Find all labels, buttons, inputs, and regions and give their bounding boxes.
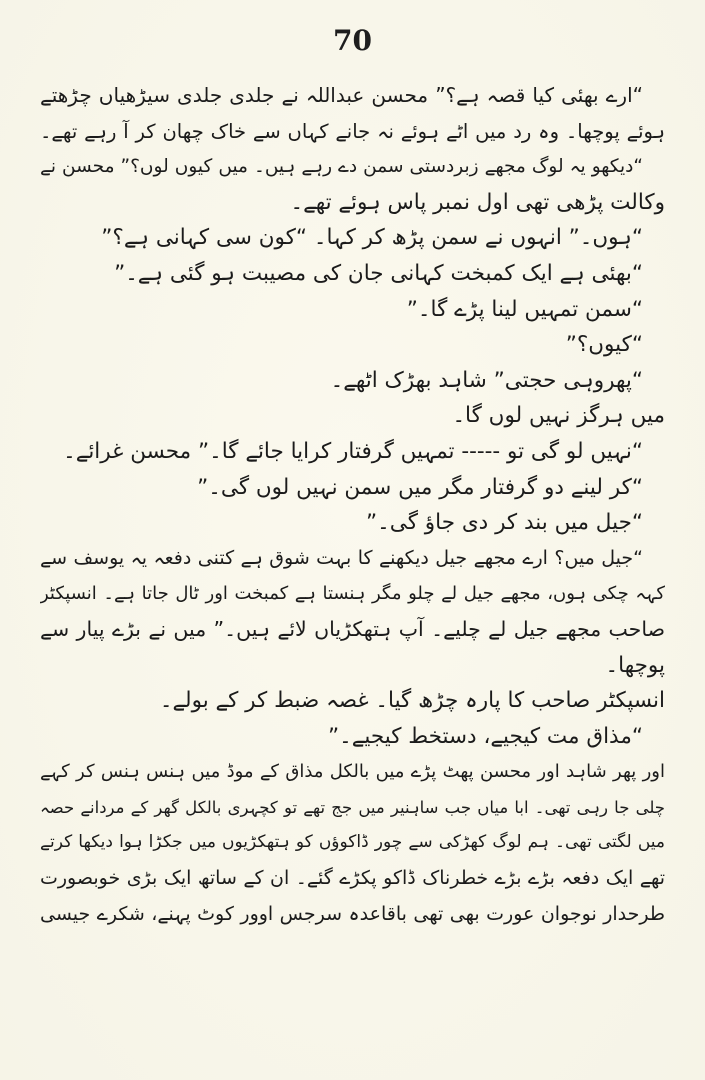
text-line: “جیل میں؟ ارے مجھے جیل دیکھنے کا بہت شوق ہے کتنی دفعہ یہ یوسف سے [40, 546, 643, 569]
text-line: “ارے بھئی کیا قصہ ہے؟” محسن عبداللہ نے جلدی جلدی سیڑھیاں چڑھتے [40, 83, 643, 107]
text-line: وکالت پڑھی تھی اول نمبر پاس ہوئے تھے۔ [290, 189, 665, 215]
text-line: “جیل میں بند کر دی جاؤ گی۔” [366, 510, 643, 536]
text-line: “پھروہی حجتی” شاہد بھڑک اٹھے۔ [330, 367, 643, 393]
page-body [40, 78, 665, 932]
text-line: میں ہرگز نہیں لوں گا۔ [452, 403, 665, 429]
text-line: “سمن تمہیں لینا پڑے گا۔” [406, 296, 643, 322]
text-line: صاحب مجھے جیل لے چلیے۔ آپ ہتھکڑیاں لائے ہیں۔” میں نے بڑے پیار سے [40, 616, 665, 641]
text-line: “ہوں۔” انہوں نے سمن پڑھ کر کہا۔ “کون سی کہانی ہے؟” [101, 225, 643, 251]
text-line: “بھئی ہے ایک کمبخت کہانی جان کی مصیبت ہو گئی ہے۔” [114, 260, 643, 286]
text-line: ہوئے پوچھا۔ وہ رد میں اٹے ہوئے نہ جانے کہاں سے خاک چھان کر آ رہے تھے۔ [40, 119, 665, 143]
text-line: تھے ایک دفعہ بڑے بڑے خطرناک ڈاکو پکڑے گئے۔ ان کے ساتھ ایک بڑی خوبصورت [40, 867, 665, 890]
text-line: طرحدار نوجوان عورت بھی تھی باقاعدہ سرجس اوور کوٹ پہنے، شکرے جیسی [40, 902, 665, 925]
text-line: چلی جا رہی تھی۔ ابا میاں جب ساہنیر میں جج تھے تو کچہری بالکل گھر کے مردانے حصہ [40, 797, 665, 817]
text-line: “کیوں؟” [565, 332, 643, 358]
text-line: “نہیں لو گی تو ----- تمہیں گرفتار کرایا جائے گا۔” محسن غرائے۔ [63, 438, 643, 464]
text-line: “دیکھو یہ لوگ مجھے زبردستی سمن دے رہے ہیں۔ میں کیوں لوں؟” محسن نے [40, 156, 643, 178]
text-line: اور پھر شاہد اور محسن پھٹ پڑے میں بالکل مذاق کے موڈ میں ہنس ہنس کر کہے [40, 761, 665, 783]
text-line: پوچھا۔ [605, 652, 665, 678]
text-line: انسپکٹر صاحب کا پارہ چڑھ گیا۔ غصہ ضبط کر کے بولے۔ [159, 688, 665, 714]
text-line: میں لگتی تھی۔ ہم لوگ کھڑکی سے چور ڈاکوؤں کو ہتھکڑیوں میں جکڑا ہوا دیکھا کرتے [40, 832, 665, 853]
text-line: “کر لینے دو گرفتار مگر میں سمن نہیں لوں گی۔” [197, 474, 643, 500]
text-line: کہہ چکی ہوں، مجھے جیل لے چلو مگر ہنستا ہے کمبخت اور ٹال جاتا ہے۔ انسپکٹر [40, 583, 665, 605]
page-number: 70 [333, 24, 372, 57]
text-line: “مذاق مت کیجیے، دستخط کیجیے۔” [328, 723, 643, 749]
